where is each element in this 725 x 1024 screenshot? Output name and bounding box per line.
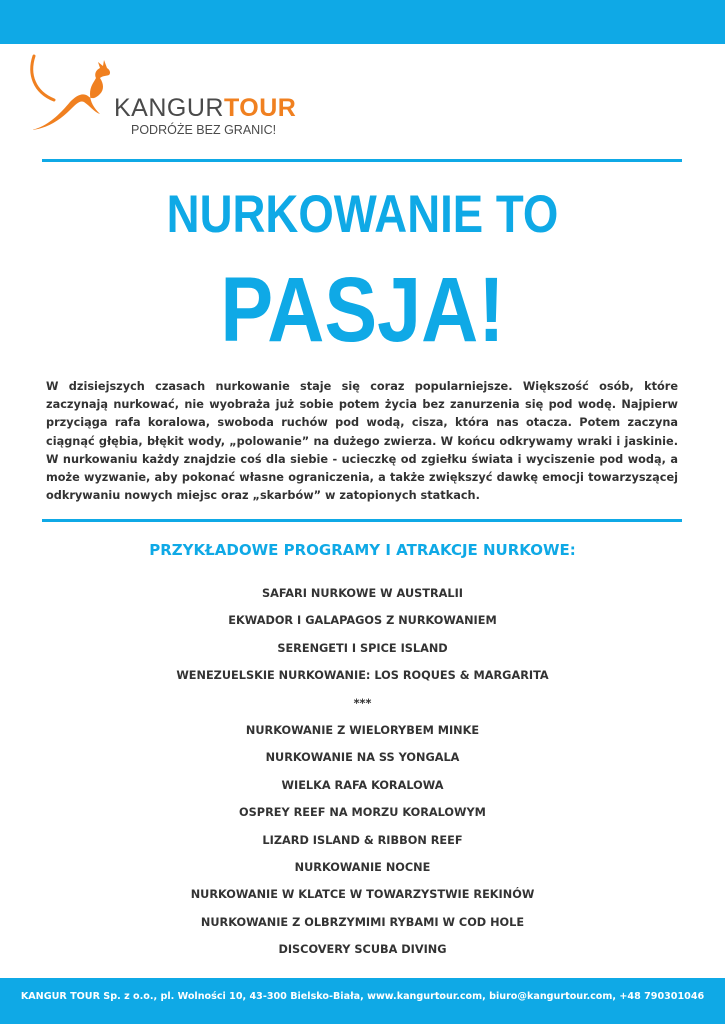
logo-word-kangur: KANGUR xyxy=(114,94,224,122)
top-banner-bar xyxy=(0,0,725,44)
program-item: NURKOWANIE NA SS YONGALA xyxy=(265,751,460,765)
program-item: DISCOVERY SCUBA DIVING xyxy=(278,943,447,957)
program-item: SAFARI NURKOWE W AUSTRALII xyxy=(261,587,463,600)
program-item: WIELKA RAFA KORALOWA xyxy=(281,778,444,792)
program-item: SERENGETI I SPICE ISLAND xyxy=(277,641,448,655)
intro-paragraph: W dzisiejszych czasach nurkowanie staje się coraz popularniejsze. Większość osób, które zaczynają nurkować, nie wyobraża już sobie potem życia bez zanurzenia się pod wodę. Najpierw przyciąga rafa koralowa, swoboda ruchów pod wodą, cisza, która nas otacza. Potem zaczyna ciągnąć głębia, błękit wody, „polowanie” na dużego zwierza. W końcu odkrywamy wraki i jaskinie. W nurkowaniu każdy znajdzie coś dla siebie - ucieczkę od zgiełku świata i wyciszenie pod wodą, a może wyzwanie, aby pokonać własne ograniczenia, a także zwiększyć dawkę emocji towarzyszącej odkrywaniu nowych miejsc oraz „skarbów” w zatopionych statkach. xyxy=(46,380,678,503)
program-item: NURKOWANIE NOCNE xyxy=(294,860,431,874)
program-item: NURKOWANIE W KLATCE W TOWARZYSTWIE REKINÓW xyxy=(190,888,535,902)
top-divider xyxy=(42,159,682,162)
footer-contact-text: KANGUR TOUR Sp. z o.o., pl. Wolności 10, 43-300 Bielsko-Biała, www.kangurtour.com, biuro@kangurtour.com, +48 790301046 xyxy=(20,991,705,1002)
title-line-1: NURKOWANIE TO xyxy=(166,185,559,244)
programs-heading: PRZYKŁADOWE PROGRAMY I ATRAKCJE NURKOWE: xyxy=(149,541,576,559)
logo-word-tour: TOUR xyxy=(223,94,297,122)
program-item: EKWADOR I GALAPAGOS Z NURKOWANIEM xyxy=(228,614,497,628)
company-logo xyxy=(24,44,297,144)
footer-bar xyxy=(0,978,725,1024)
middle-divider xyxy=(42,519,682,522)
program-item: NURKOWANIE Z WIELORYBEM MINKE xyxy=(245,723,480,737)
logo-wordmark xyxy=(114,94,296,123)
program-item: NURKOWANIE Z OLBRZYMIMI RYBAMI W COD HOLE xyxy=(200,915,525,929)
programs-list xyxy=(0,582,725,965)
program-item: WENEZUELSKIE NURKOWANIE: LOS ROQUES & MARGARITA xyxy=(176,669,549,683)
program-item: LIZARD ISLAND & RIBBON REEF xyxy=(262,833,463,847)
kangaroo-logo-icon xyxy=(24,44,124,144)
program-item: OSPREY REEF NA MORZU KORALOWYM xyxy=(239,806,486,820)
separator-asterisks: *** xyxy=(353,696,372,710)
title-line-2: PASJA! xyxy=(220,259,505,361)
logo-tagline: PODRÓŻE BEZ GRANIC! xyxy=(131,123,277,137)
